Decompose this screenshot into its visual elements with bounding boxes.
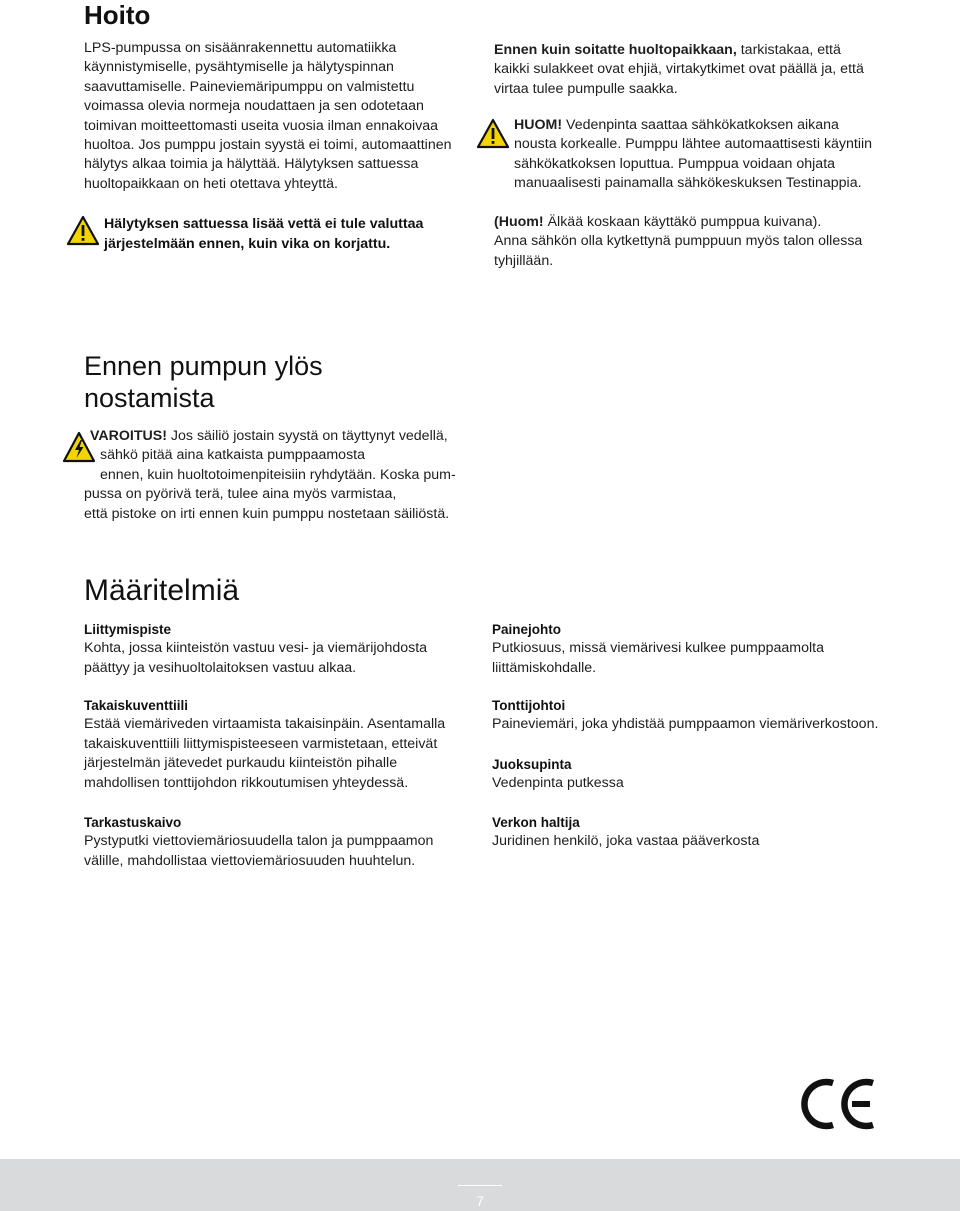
hoito-dry-run-note: (Huom! Älkää koskaan käyttäkö pumppua kuivana). Anna sähkön olla kytkettynä pumppuun myös talon ollessa tyhjillään. (494, 214, 863, 269)
page-number-rule (458, 1185, 502, 1186)
nostaminen-warning: VAROITUS! Jos säiliö jostain syystä on täyttynyt vedellä, sähkö pitää aina katkaista pumppaamosta ennen, kuin huoltotoimenpiteisiin ryhdytään. Koska pum- pussa on pyörivä terä, tulee aina myös varmistaa, että pistoke on irti ennen kuin pumppu nostetaan säiliöstä. (84, 428, 456, 522)
definition-item: Tonttijohtoi Paineviemäri, joka yhdistää pumppaamon viemäriverkostoon. (492, 698, 879, 733)
section-heading-maaritelmia: Määritelmiä (84, 574, 240, 607)
warning-triangle-icon (476, 118, 510, 149)
page-number: 7 (476, 1193, 484, 1209)
hoito-paragraph: LPS-pumpussa on sisäänrakennettu automatiikka käynnistymiselle, pysähtymiselle ja hälytyspinnan saavuttamiselle. Paineviemäripumppu on valmistettu voimassa olevia normeja noudattaen ja sen odotetaan toimivan moitteettomasti useita vuosia ilman ennakoivaa huoltoa. Jos pumppu jostain syystä ei toimi, automaattinen hälytys alkaa toimia ja hälyttää. Hälytyksen sattuessa huoltopaikkaan on heti otettava yhteyttä. (84, 40, 452, 192)
definition-item: Painejohto Putkiosuus, missä viemärivesi kulkee pumppaamolta liittämiskohdalle. (492, 622, 824, 676)
hoito-right-intro: Ennen kuin soitatte huoltopaikkaan, tarkistakaa, että kaikki sulakkeet ovat ehjiä, virtakytkimet ovat päällä ja, että virtaa tulee pumpulle saakka. (494, 42, 864, 97)
ce-mark-icon (800, 1078, 878, 1130)
definition-item: Liittymispiste Kohta, jossa kiinteistön vastuu vesi- ja viemärijohdosta päättyy ja vesihuoltolaitoksen vastuu alkaa. (84, 622, 428, 676)
definition-item: Tarkastuskaivo Pystyputki viettoviemäriosuudella talon ja pumppaamon välille, mahdollistaa viettoviemäriosuuden huuhtelun. (84, 815, 434, 869)
section-heading-nostaminen: Ennen pumpun ylös nostamista (84, 351, 323, 413)
definition-item: Verkon haltija Juridinen henkilö, joka vastaa pääverkosta (492, 815, 760, 850)
hoito-alarm-warning: Hälytyksen sattuessa lisää vettä ei tule valuttaa järjestelmään ennen, kuin vika on korjattu. (104, 216, 424, 252)
warning-triangle-icon (66, 215, 100, 246)
section-heading-hoito: Hoito (84, 0, 151, 30)
definition-item: Takaiskuventtiili Estää viemäriveden virtaamista takaisinpäin. Asentamalla takaiskuventtiili liittymispisteeseen varmistetaan, etteivät järjestelmän jätevedet purkaudu kiinteistön pihalle mahdollisen tonttijohdon rikkoutumisen yhteydessä. (84, 698, 446, 791)
hoito-huom-note: HUOM! Vedenpinta saattaa sähkökatkoksen aikana nousta korkealle. Pumppu lähtee automaattisesti käyntiin sähkökatkoksen loputtua. Pumppua voidaan ohjata manuaalisesti painamalla sähkökeskuksen Testinappia. (514, 117, 873, 192)
definition-item: Juoksupinta Vedenpinta putkessa (492, 757, 624, 792)
